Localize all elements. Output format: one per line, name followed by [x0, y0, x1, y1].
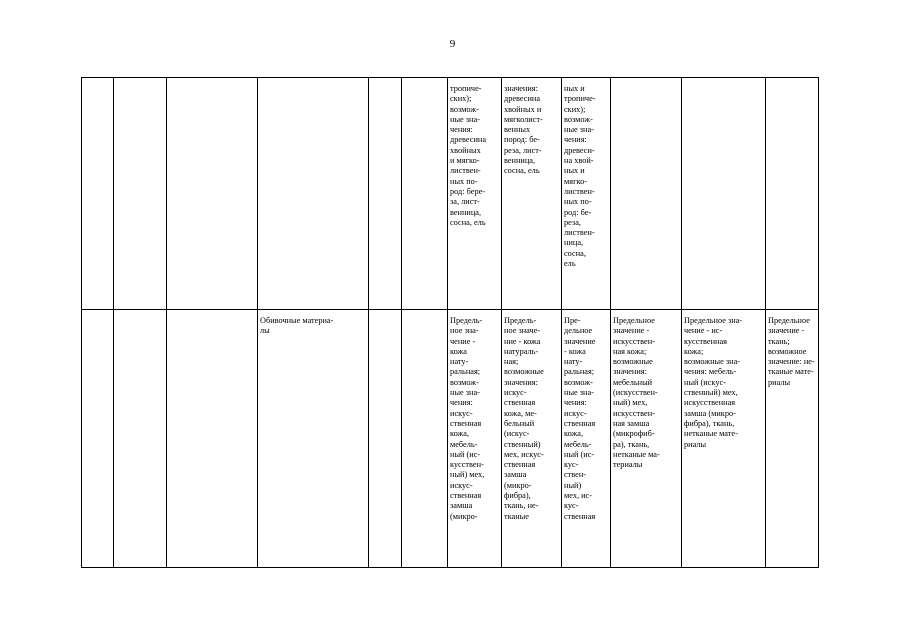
table-cell: Предель- ное зна- чение - кожа нату- ральная; возмож- ные зна- чения: искус- ственная кожа, мебель- ный (ис- кусствен- ный) мех, искус- ственная замша (микро-	[448, 310, 502, 568]
table-cell: тропиче- ских); возмож- ные зна- чения: древесина хвойных и мягко- листвен- ных по- род: бере- за, лист- венница, сосна, ель	[448, 78, 502, 310]
table-row	[82, 78, 819, 310]
table-cell: Пре- дельное значение - кожа нату- ральная; возмож- ные зна- чения: искус- ственная кожа, мебель- ный (ис- кус- ствен- ный) мех, ис- кус- ственная	[562, 310, 611, 568]
table-cell	[114, 78, 167, 310]
table-cell	[611, 78, 682, 310]
specification-table	[81, 77, 819, 568]
table-cell	[682, 78, 766, 310]
table-cell	[167, 310, 258, 568]
table-cell: Предельное зна- чение - ис- кусственная кожа; возможные зна- чения: мебель- ный (искус- ственный) мех, искусственная замша (микро- фибра), ткань, нетканые мате- риалы	[682, 310, 766, 568]
table-cell: Предельное значение - ткань; возможное значение: не- тканые мате- риалы	[766, 310, 819, 568]
table-cell: Предельное значение - искусствен- ная кожа; возможные значения: мебельный (искусствен- ный) мех, искусствен- ная замша (микрофиб- ра), ткань, нетканые ма- териалы	[611, 310, 682, 568]
table-cell	[369, 78, 402, 310]
table-cell	[258, 78, 369, 310]
table-cell: Обивочные материа- лы	[258, 310, 369, 568]
table-cell	[82, 78, 114, 310]
page-number: 9	[449, 38, 456, 50]
table-cell	[369, 310, 402, 568]
table-cell: значения: древесина хвойных и мягколист- венных пород: бе- реза, лист- венница, сосна, ель	[502, 78, 562, 310]
table-cell	[402, 78, 448, 310]
table-cell	[82, 310, 114, 568]
table-cell	[114, 310, 167, 568]
table-cell	[402, 310, 448, 568]
table-cell: Предель- ное значе- ние - кожа натураль- ная; возможные значения: искус- ственная кожа, ме- бельный (искус- ственный) мех, искус- ственная замша (микро- фибра), ткань, не- тканые	[502, 310, 562, 568]
table-cell	[167, 78, 258, 310]
table-cell: ных и тропиче- ских); возмож- ные зна- чения: древеси- на хвой- ных и мягко- листвен- ных по- род: бе- реза, листвен- ница, сосна, ель	[562, 78, 611, 310]
table-cell	[766, 78, 819, 310]
table-row	[82, 310, 819, 568]
